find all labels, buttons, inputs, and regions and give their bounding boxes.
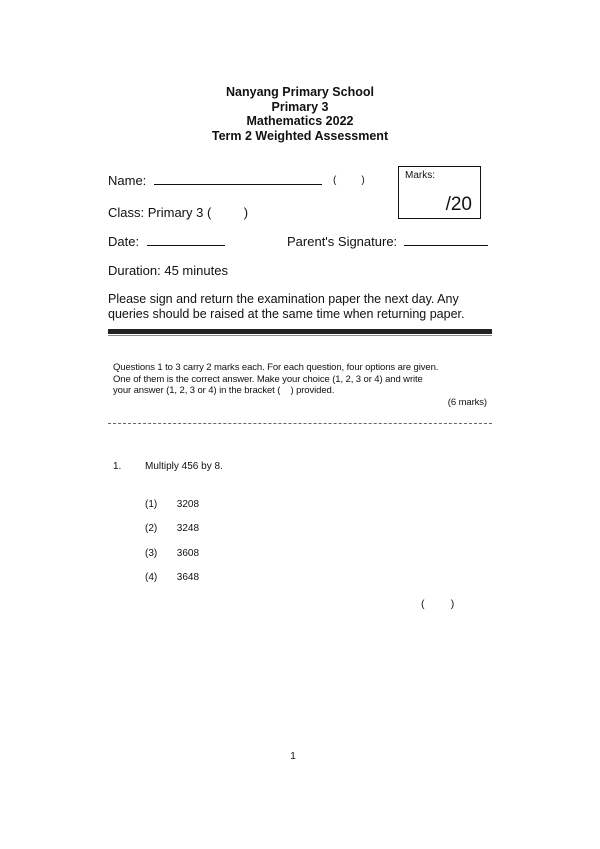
option-number: (3) [145, 548, 158, 559]
instruction-line-1: Please sign and return the examination paper the next day. Any [108, 292, 459, 306]
exam-header [0, 85, 600, 143]
question-number: 1. [113, 461, 122, 472]
option-1[interactable] [145, 499, 199, 510]
marks-total: /20 [445, 194, 472, 215]
school-name: Nanyang Primary School [226, 85, 374, 99]
level-title: Primary 3 [271, 99, 329, 114]
option-number: (4) [145, 572, 158, 583]
return-instruction [108, 292, 508, 322]
section-divider-dashed [108, 423, 492, 424]
section-instructions [113, 362, 493, 408]
question-text: Multiply 456 by 8. [145, 461, 223, 472]
name-label: Name: [108, 173, 147, 188]
section-line-1: Questions 1 to 3 carry 2 marks each. For each question, four options are given. [113, 362, 439, 373]
date-blank[interactable] [147, 233, 225, 246]
name-row [108, 172, 322, 188]
option-4[interactable] [145, 572, 199, 583]
page-number: 1 [290, 751, 296, 762]
parent-signature-blank[interactable] [404, 233, 488, 246]
option-2[interactable] [145, 523, 199, 534]
answer-bracket[interactable]: ( ) [421, 598, 455, 610]
option-value: 3208 [176, 499, 200, 510]
marks-label: Marks: [405, 170, 435, 181]
section-divider-thick [108, 329, 492, 334]
name-blank[interactable] [154, 172, 322, 185]
parent-signature-label: Parent's Signature: [287, 234, 398, 249]
parent-signature-row [287, 233, 488, 249]
date-row [108, 233, 225, 249]
option-value: 3608 [176, 548, 200, 559]
section-line-2: One of them is the correct answer. Make your choice (1, 2, 3 or 4) and write [113, 373, 423, 385]
assessment-title: Term 2 Weighted Assessment [211, 128, 389, 143]
instruction-line-2: queries should be raised at the same time when returning paper. [108, 307, 465, 321]
duration: Duration: 45 minutes [108, 263, 228, 278]
option-number: (2) [145, 523, 158, 534]
option-number: (1) [145, 499, 158, 510]
index-number-bracket: ( ) [333, 175, 365, 186]
option-value: 3648 [176, 572, 200, 583]
section-line-3: your answer (1, 2, 3 or 4) in the bracket ( ) provided. [113, 385, 335, 396]
section-divider-thin [108, 335, 492, 336]
date-label: Date: [108, 234, 140, 249]
subject-title: Mathematics 2022 [246, 114, 354, 128]
marks-box [398, 166, 481, 219]
class-label: Class: Primary 3 ( ) [108, 205, 249, 220]
section-marks: (6 marks) [447, 396, 487, 408]
option-value: 3248 [176, 523, 200, 534]
option-3[interactable] [145, 548, 199, 559]
